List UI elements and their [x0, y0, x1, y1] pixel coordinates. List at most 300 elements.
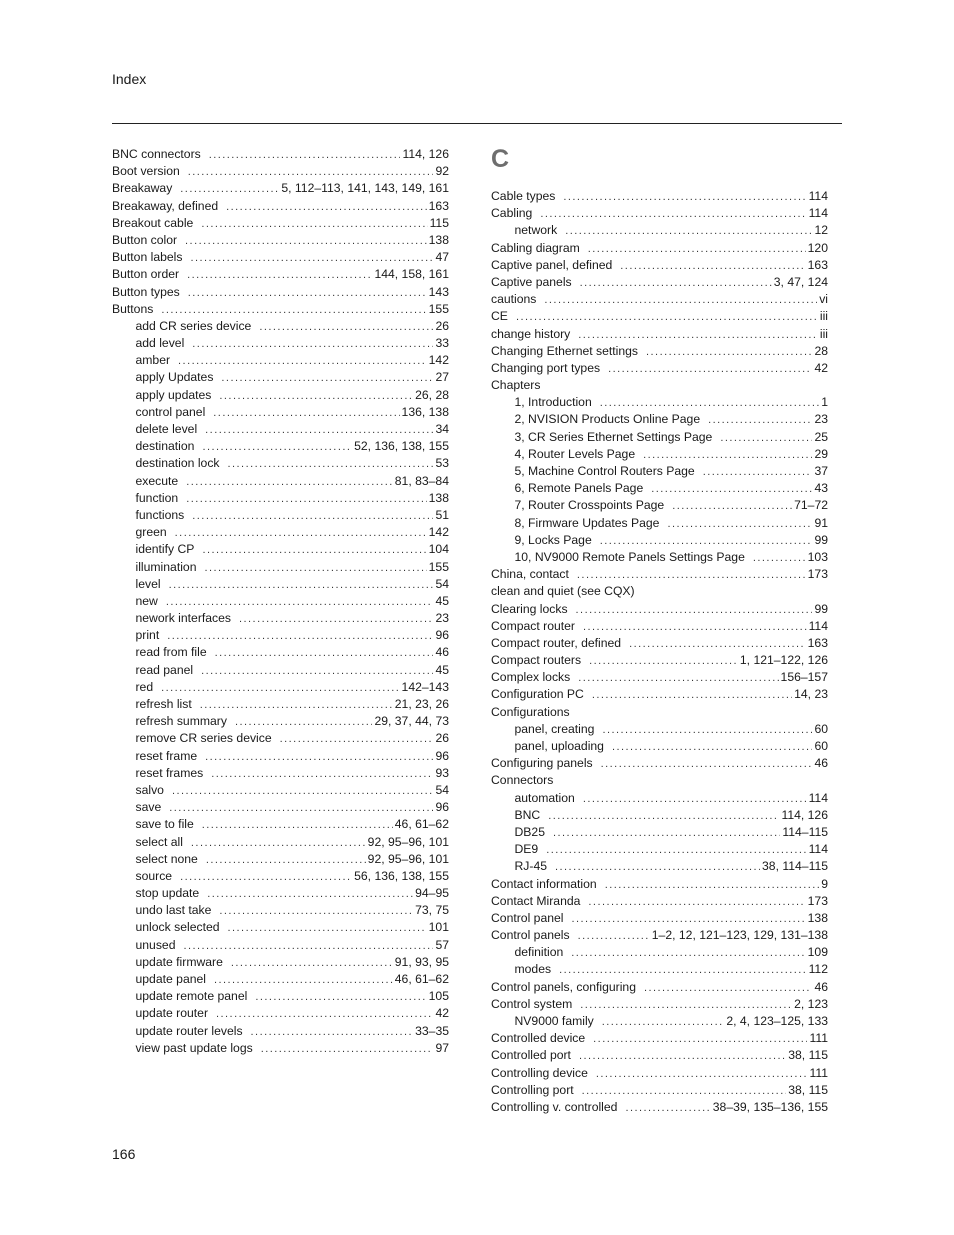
dot-leader — [211, 766, 433, 783]
index-page-refs: 38–39, 135–136, 155 — [712, 1099, 828, 1114]
index-page-refs: 2, 123 — [794, 996, 828, 1011]
index-subentry — [112, 473, 449, 490]
index-subentry — [112, 318, 449, 335]
index-page-refs: 120 — [807, 240, 828, 255]
index-page-refs: 33 — [435, 336, 449, 351]
index-column-left — [112, 146, 449, 1057]
index-page-refs: 97 — [435, 1040, 449, 1055]
index-page-refs: 46 — [435, 645, 449, 660]
dot-leader — [546, 842, 806, 859]
index-subentry — [112, 1040, 449, 1057]
index-term: red — [135, 679, 154, 694]
index-page-refs: 1–2, 12, 121–123, 129, 131–138 — [651, 928, 828, 943]
dot-leader — [592, 687, 792, 704]
index-term: BNC — [514, 807, 541, 822]
index-page-refs: 42 — [435, 1006, 449, 1021]
index-term: remove CR series device — [135, 731, 272, 746]
index-entry — [112, 232, 449, 249]
index-entry — [112, 249, 449, 266]
index-entry — [112, 284, 449, 301]
index-page-refs: 26 — [435, 318, 449, 333]
index-term: 6, Remote Panels Page — [514, 481, 644, 496]
index-term: Clearing locks — [491, 601, 568, 616]
index-entry — [491, 257, 828, 274]
dot-leader — [166, 594, 434, 611]
dot-leader — [202, 542, 426, 559]
dot-leader — [708, 412, 812, 429]
dot-leader — [601, 756, 813, 773]
index-term: DB25 — [514, 824, 545, 839]
index-term: read from file — [135, 645, 207, 660]
index-term: Contact Miranda — [491, 893, 581, 908]
index-term: Configuration PC — [491, 687, 584, 702]
index-page-refs: 14, 23 — [794, 687, 828, 702]
dot-leader — [593, 1031, 807, 1048]
index-page-refs: 34 — [435, 422, 449, 436]
index-term: Control system — [491, 996, 573, 1011]
index-page-refs: 2, 4, 123–125, 133 — [726, 1014, 828, 1028]
index-subentry — [112, 455, 449, 472]
dot-leader — [190, 250, 433, 267]
dot-leader — [180, 869, 352, 886]
dot-leader — [580, 997, 792, 1014]
index-entry — [491, 927, 828, 944]
index-term: CE — [491, 309, 508, 324]
dot-leader — [620, 258, 805, 275]
dot-leader — [209, 147, 401, 164]
index-subentry — [491, 463, 828, 480]
dot-leader — [578, 670, 778, 687]
dot-leader — [516, 309, 818, 326]
index-page-refs: 91 — [814, 515, 828, 530]
index-term: Control panel — [491, 910, 564, 925]
dot-leader — [588, 894, 805, 911]
index-entries-c — [491, 188, 828, 1116]
index-term: reset frame — [135, 748, 198, 763]
index-term: refresh list — [135, 697, 192, 711]
index-subentry — [112, 593, 449, 610]
dot-leader — [186, 474, 393, 491]
index-page-refs: 81, 83–84 — [394, 473, 449, 488]
dot-leader — [572, 911, 806, 928]
index-page-refs: 12 — [814, 223, 828, 238]
dot-leader — [235, 714, 373, 731]
index-subentry — [112, 816, 449, 833]
index-page-refs: 57 — [435, 937, 449, 952]
page-number: 166 — [112, 1146, 136, 1162]
dot-leader — [602, 1014, 725, 1031]
dot-leader — [602, 722, 812, 739]
index-subentry — [491, 222, 828, 239]
index-term: 2, NVISION Products Online Page — [514, 412, 701, 427]
index-entry — [491, 772, 828, 789]
index-entry — [491, 755, 828, 772]
index-page-refs: 111 — [809, 1031, 828, 1046]
index-entry — [112, 198, 449, 215]
dot-leader — [583, 791, 807, 808]
index-term: update router — [135, 1006, 209, 1021]
index-term: green — [135, 525, 167, 540]
index-entry — [112, 266, 449, 283]
index-subentry — [491, 429, 828, 446]
index-term: save to file — [135, 817, 194, 832]
index-subentry — [112, 627, 449, 644]
index-entry — [491, 240, 828, 257]
index-subentry — [491, 549, 828, 566]
index-page-refs: vi — [819, 292, 828, 307]
index-term: apply Updates — [135, 370, 214, 385]
index-entry — [491, 910, 828, 927]
index-term: Compact router, defined — [491, 635, 622, 650]
running-header: Index — [112, 71, 147, 87]
index-subentry — [491, 446, 828, 463]
index-page-refs: 38, 115 — [788, 1048, 828, 1063]
dot-leader — [214, 972, 393, 989]
dot-leader — [596, 1066, 808, 1083]
dot-leader — [580, 275, 772, 292]
index-page-refs: 91, 93, 95 — [394, 954, 449, 969]
index-term: RJ-45 — [514, 859, 548, 874]
index-term: level — [135, 576, 161, 591]
index-page-refs: 138 — [428, 232, 449, 247]
index-entry — [491, 1082, 828, 1099]
index-subentry — [112, 438, 449, 455]
index-term: 1, Introduction — [514, 395, 592, 410]
section-letter: C — [491, 145, 510, 173]
index-term: network — [514, 223, 558, 238]
dot-leader — [219, 903, 413, 920]
index-page-refs: 45 — [435, 593, 449, 608]
index-subentry — [491, 807, 828, 824]
index-page-refs: 114, 126 — [402, 147, 449, 161]
index-term: China, contact — [491, 567, 569, 582]
dot-leader — [192, 508, 433, 525]
index-subentry — [112, 524, 449, 541]
index-term: Captive panel, defined — [491, 257, 613, 272]
index-term: reset frames — [135, 765, 204, 780]
index-term: Compact router — [491, 618, 575, 633]
index-term: apply updates — [135, 387, 212, 402]
index-page-refs: 173 — [807, 893, 828, 908]
index-entry — [491, 360, 828, 377]
dot-leader — [202, 439, 352, 456]
dot-leader — [578, 327, 818, 344]
dot-leader — [178, 353, 427, 370]
index-term: function — [135, 490, 179, 505]
index-term: Controlled device — [491, 1031, 586, 1046]
index-term: Chapters — [491, 378, 541, 393]
index-subentry — [112, 352, 449, 369]
index-term: Changing port types — [491, 360, 601, 375]
dot-leader — [583, 619, 807, 636]
index-entry — [491, 188, 828, 205]
index-subentry — [112, 507, 449, 524]
index-term: 8, Firmware Updates Page — [514, 515, 660, 530]
dot-leader — [261, 1041, 434, 1058]
index-subentry — [112, 696, 449, 713]
index-entry — [491, 1065, 828, 1082]
dot-leader — [548, 808, 779, 825]
dot-leader — [582, 1083, 787, 1100]
index-subentry — [491, 841, 828, 858]
index-entry — [491, 635, 828, 652]
index-term: Button types — [112, 284, 180, 299]
dot-leader — [201, 663, 433, 680]
index-page-refs: 29, 37, 44, 73 — [374, 714, 449, 729]
dot-leader — [571, 945, 805, 962]
index-term: Control panels — [491, 928, 570, 943]
dot-leader — [172, 783, 433, 800]
index-subentry — [491, 1013, 828, 1030]
dot-leader — [672, 498, 792, 515]
index-entry — [491, 583, 828, 600]
index-page-refs: 47 — [435, 250, 449, 265]
index-subentry — [491, 858, 828, 875]
index-subentry — [491, 824, 828, 841]
index-term: Controlled port — [491, 1048, 571, 1063]
dot-leader — [753, 550, 806, 567]
index-page-refs: 115 — [429, 215, 449, 230]
dot-leader — [600, 395, 819, 412]
index-entry — [491, 326, 828, 343]
index-subentry — [112, 713, 449, 730]
index-page-refs: 21, 23, 26 — [394, 697, 449, 711]
dot-leader — [667, 516, 812, 533]
dot-leader — [228, 456, 434, 473]
index-subentry — [112, 748, 449, 765]
index-entry — [491, 876, 828, 893]
index-page-refs: 155 — [428, 301, 449, 316]
index-page-refs: 23 — [814, 412, 828, 427]
dot-leader — [201, 216, 427, 233]
index-term: unlock selected — [135, 920, 220, 935]
dot-leader — [205, 422, 433, 439]
index-term: Controlling v. controlled — [491, 1099, 618, 1114]
index-term: identify CP — [135, 542, 195, 557]
index-term: execute — [135, 473, 179, 488]
dot-leader — [703, 464, 813, 481]
index-page-refs: 163 — [807, 635, 828, 650]
dot-leader — [202, 817, 393, 834]
index-page-refs: 104 — [428, 542, 449, 557]
dot-leader — [553, 825, 780, 842]
index-entry — [491, 1030, 828, 1047]
index-term: undo last take — [135, 903, 212, 918]
index-page-refs: 138 — [807, 910, 828, 925]
index-page-refs: 105 — [428, 989, 449, 1004]
index-term: Controlling port — [491, 1082, 574, 1097]
index-term: DE9 — [514, 842, 539, 857]
index-page-refs: 29 — [814, 446, 828, 461]
index-page-refs: 114–115 — [782, 824, 828, 839]
dot-leader — [192, 336, 433, 353]
dot-leader — [643, 447, 812, 464]
index-term: save — [135, 800, 162, 815]
dot-leader — [219, 388, 413, 405]
index-entry — [112, 146, 449, 163]
index-page-refs: 142 — [428, 525, 449, 540]
index-term: update firmware — [135, 954, 223, 969]
dot-leader — [228, 920, 427, 937]
index-entry — [491, 704, 828, 721]
index-entry — [491, 377, 828, 394]
index-page-refs: 92 — [435, 164, 449, 179]
index-term: Changing Ethernet settings — [491, 343, 639, 358]
index-subentry — [112, 765, 449, 782]
dot-leader — [576, 602, 813, 619]
index-page-refs: 26, 28 — [415, 387, 449, 402]
dot-leader — [188, 285, 427, 302]
index-page-refs: 33–35 — [415, 1023, 449, 1038]
dot-leader — [280, 731, 434, 748]
index-term: 10, NV9000 Remote Panels Settings Page — [514, 549, 745, 564]
index-subentry — [491, 497, 828, 514]
index-page-refs: 43 — [814, 481, 828, 496]
index-entry — [491, 205, 828, 222]
index-term: Compact routers — [491, 653, 582, 668]
index-entry — [112, 163, 449, 180]
dot-leader — [540, 206, 806, 223]
dot-leader — [204, 560, 426, 577]
dot-leader — [646, 344, 812, 361]
index-term: Boot version — [112, 164, 180, 179]
index-page-refs: 46 — [814, 979, 828, 994]
index-subentry — [112, 799, 449, 816]
dot-leader — [216, 1006, 433, 1023]
index-entry — [112, 215, 449, 232]
index-page-refs: 9 — [821, 876, 828, 891]
index-subentry — [112, 834, 449, 851]
dot-leader — [169, 800, 433, 817]
dot-leader — [200, 697, 393, 714]
index-term: source — [135, 868, 173, 883]
dot-leader — [167, 628, 433, 645]
header-rule — [112, 123, 842, 124]
index-page-refs: 42 — [814, 360, 828, 375]
index-subentry — [112, 679, 449, 696]
index-page-refs: 144, 158, 161 — [374, 267, 449, 282]
dot-leader — [169, 577, 434, 594]
index-page-refs: 46 — [814, 756, 828, 771]
dot-leader — [188, 164, 434, 181]
index-page-refs: 53 — [435, 456, 449, 471]
index-term: Control panels, configuring — [491, 979, 636, 994]
index-term: modes — [514, 962, 552, 977]
dot-leader — [651, 481, 812, 498]
dot-leader — [161, 680, 399, 697]
index-page-refs: 37 — [814, 464, 828, 478]
index-subentry — [112, 421, 449, 438]
index-entry — [491, 669, 828, 686]
dot-leader — [559, 962, 806, 979]
index-term: Buttons — [112, 301, 154, 316]
dot-leader — [579, 1048, 786, 1065]
index-entry — [491, 1047, 828, 1064]
index-page-refs: 51 — [435, 507, 449, 522]
index-term: Breakaway, defined — [112, 198, 219, 213]
index-subentry — [491, 515, 828, 532]
index-page-refs: 92, 95–96, 101 — [367, 834, 449, 849]
index-entry — [491, 979, 828, 996]
index-page-refs: 114 — [808, 790, 828, 805]
index-term: update router levels — [135, 1023, 243, 1038]
index-term: update remote panel — [135, 989, 248, 1004]
index-term: control panel — [135, 404, 206, 419]
index-page-refs: 99 — [814, 532, 828, 547]
index-term: 7, Router Crosspoints Page — [514, 498, 665, 513]
index-page-refs: 112 — [808, 962, 828, 977]
index-entry — [491, 618, 828, 635]
dot-leader — [180, 181, 279, 198]
dot-leader — [600, 533, 813, 550]
index-page-refs: 99 — [814, 601, 828, 616]
dot-leader — [255, 989, 426, 1006]
index-page-refs: 111 — [809, 1065, 828, 1080]
index-subentry — [112, 885, 449, 902]
index-term: Cabling — [491, 206, 533, 221]
dot-leader — [589, 653, 738, 670]
index-entry — [491, 1099, 828, 1116]
index-page-refs: 114 — [808, 206, 828, 221]
dot-leader — [206, 852, 366, 869]
index-term: definition — [514, 945, 564, 960]
index-page-refs: 73, 75 — [415, 903, 449, 918]
index-page-refs: 1 — [821, 395, 828, 410]
index-subentry — [112, 868, 449, 885]
dot-leader — [231, 955, 393, 972]
index-term: 9, Locks Page — [514, 532, 592, 547]
dot-leader — [644, 980, 812, 997]
index-term: Breakaway — [112, 181, 173, 196]
dot-leader — [175, 525, 427, 542]
index-subentry — [112, 490, 449, 507]
index-subentry — [112, 851, 449, 868]
dot-leader — [720, 430, 812, 447]
dot-leader — [563, 189, 806, 206]
index-subentry — [491, 738, 828, 755]
index-page-refs: 28 — [814, 343, 828, 358]
index-page-refs: 136, 138 — [401, 404, 449, 419]
index-entry — [491, 996, 828, 1013]
index-subentry — [491, 411, 828, 428]
index-term: Configurations — [491, 704, 570, 719]
index-page-refs: 23 — [435, 611, 449, 626]
index-subentry — [112, 954, 449, 971]
index-term: 5, Machine Control Routers Page — [514, 464, 695, 478]
dot-leader — [213, 405, 399, 422]
dot-leader — [221, 370, 433, 387]
index-term: illumination — [135, 559, 197, 574]
dot-leader — [605, 877, 820, 894]
index-page-refs: 26 — [435, 731, 449, 746]
index-subentry — [112, 644, 449, 661]
index-page-refs: 114 — [808, 842, 828, 857]
dot-leader — [544, 292, 817, 309]
index-page-refs: 56, 136, 138, 155 — [354, 868, 449, 883]
index-term: view past update logs — [135, 1040, 253, 1055]
index-term: 3, CR Series Ethernet Settings Page — [514, 429, 713, 444]
dot-leader — [186, 491, 426, 508]
index-page-refs: 38, 115 — [788, 1082, 828, 1097]
index-subentry — [112, 610, 449, 627]
dot-leader — [565, 223, 812, 240]
index-page-refs: 101 — [428, 920, 449, 935]
index-page-refs: 155 — [428, 559, 449, 574]
index-term: unused — [135, 937, 176, 952]
index-subentry — [112, 1023, 449, 1040]
index-term: Breakout cable — [112, 215, 194, 230]
index-term: Contact information — [491, 876, 597, 891]
